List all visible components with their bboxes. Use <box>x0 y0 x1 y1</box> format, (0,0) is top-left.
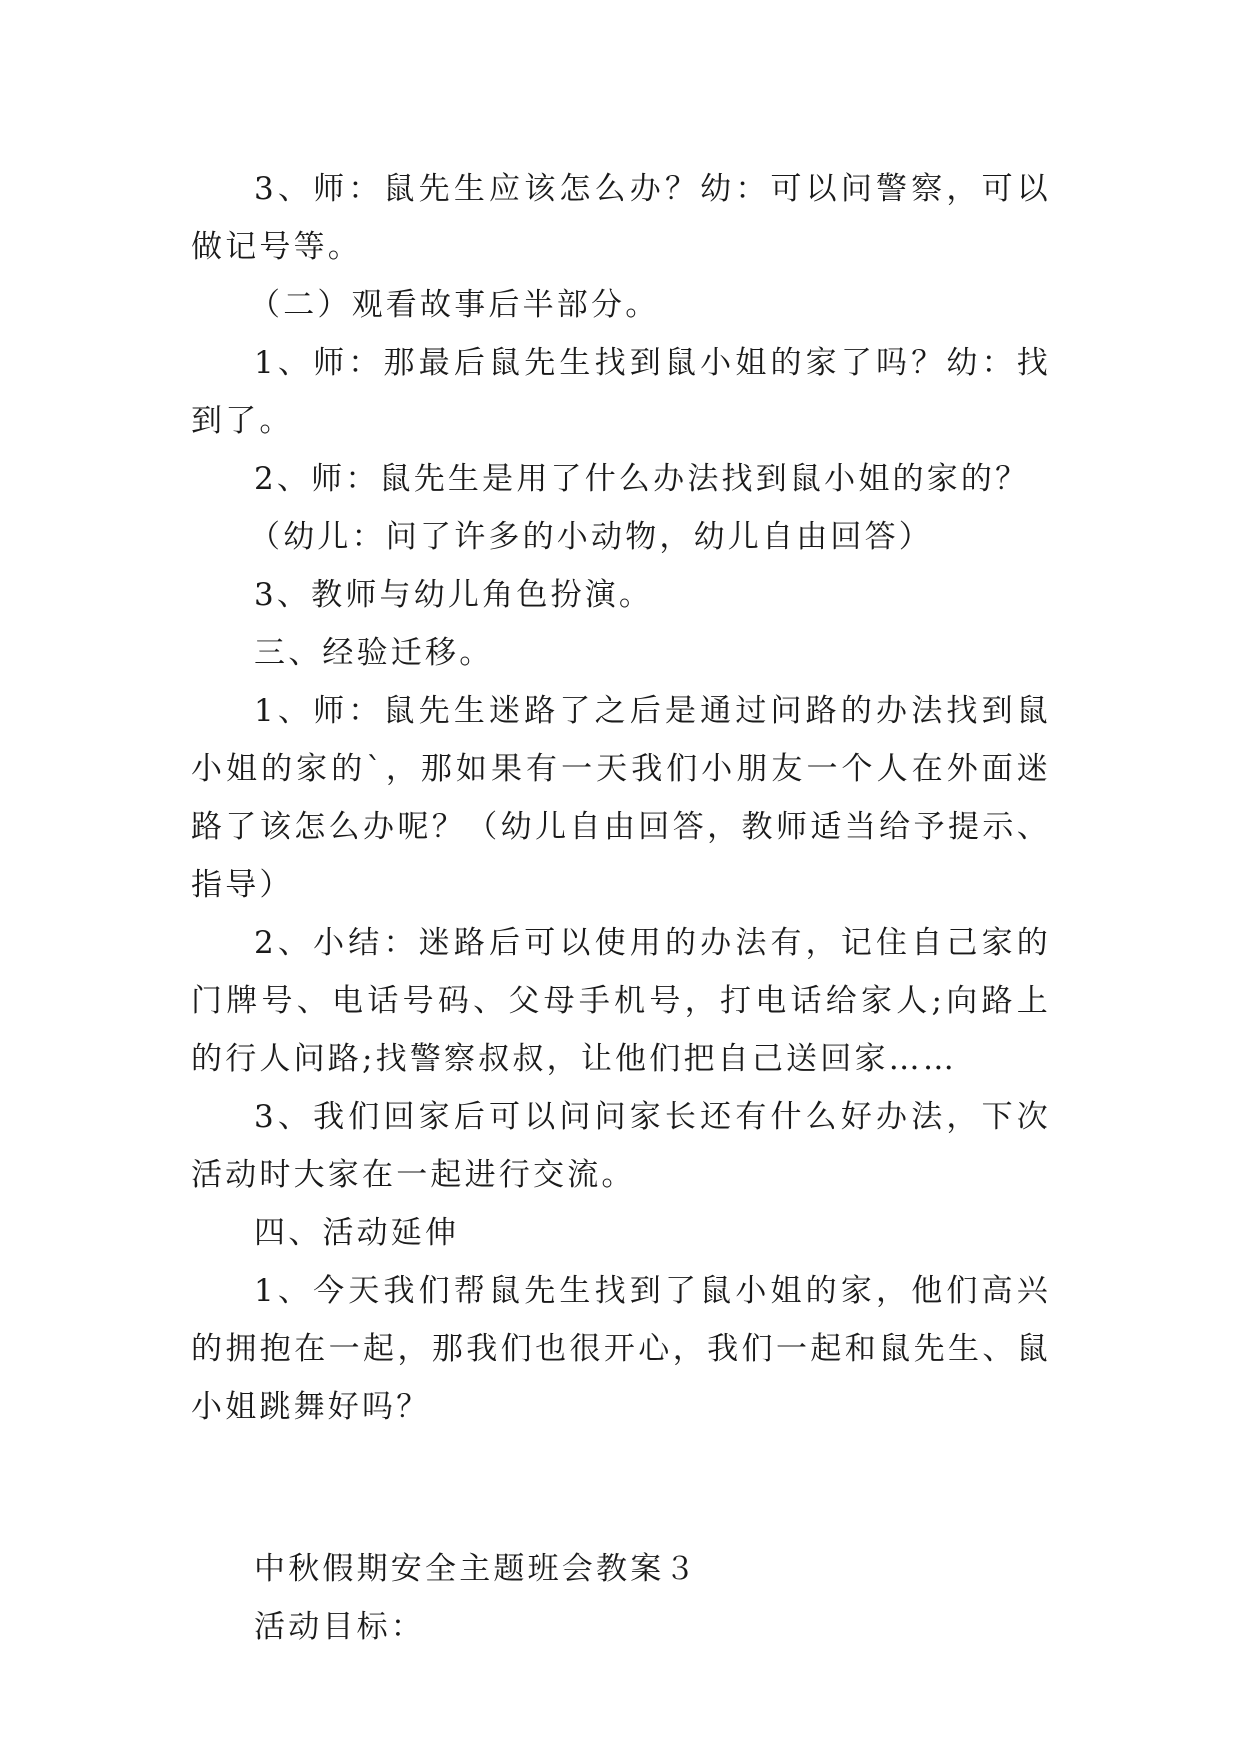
section-title: 中秋假期安全主题班会教案３ <box>254 1551 699 1587</box>
section-gap <box>191 1436 1051 1540</box>
paragraph: （幼儿：问了许多的小动物，幼儿自由回答） <box>249 519 933 555</box>
document-body <box>191 160 1051 1656</box>
paragraph: 2、师：鼠先生是用了什么办法找到鼠小姐的家的？ <box>254 461 1030 497</box>
paragraph: 3、教师与幼儿角色扮演。 <box>254 577 654 613</box>
paragraph: （二）观看故事后半部分。 <box>249 287 660 323</box>
paragraph: 四、活动延伸 <box>254 1215 460 1251</box>
paragraph: 1、师：那最后鼠先生找到鼠小姐的家了吗？幼：找到了。 <box>191 345 1051 439</box>
paragraph: 1、师：鼠先生迷路了之后是通过问路的办法找到鼠小姐的家的`，那如果有一天我们小朋友一个人在外面迷路了该怎么办呢？（幼儿自由回答，教师适当给予提示、指导） <box>191 693 1051 903</box>
section-subtitle: 活动目标： <box>254 1609 425 1645</box>
paragraph: 3、师：鼠先生应该怎么办？幼：可以问警察，可以做记号等。 <box>191 171 1051 265</box>
paragraph: 3、我们回家后可以问问家长还有什么好办法，下次活动时大家在一起进行交流。 <box>191 1099 1051 1193</box>
paragraph: 1、今天我们帮鼠先生找到了鼠小姐的家，他们高兴的拥抱在一起，那我们也很开心，我们一起和鼠先生、鼠小姐跳舞好吗？ <box>191 1273 1051 1425</box>
paragraph: 三、经验迁移。 <box>254 635 494 671</box>
paragraph: 2、小结：迷路后可以使用的办法有，记住自己家的门牌号、电话号码、父母手机号，打电话给家人;向路上的行人问路;找警察叔叔，让他们把自己送回家…… <box>191 925 1051 1077</box>
